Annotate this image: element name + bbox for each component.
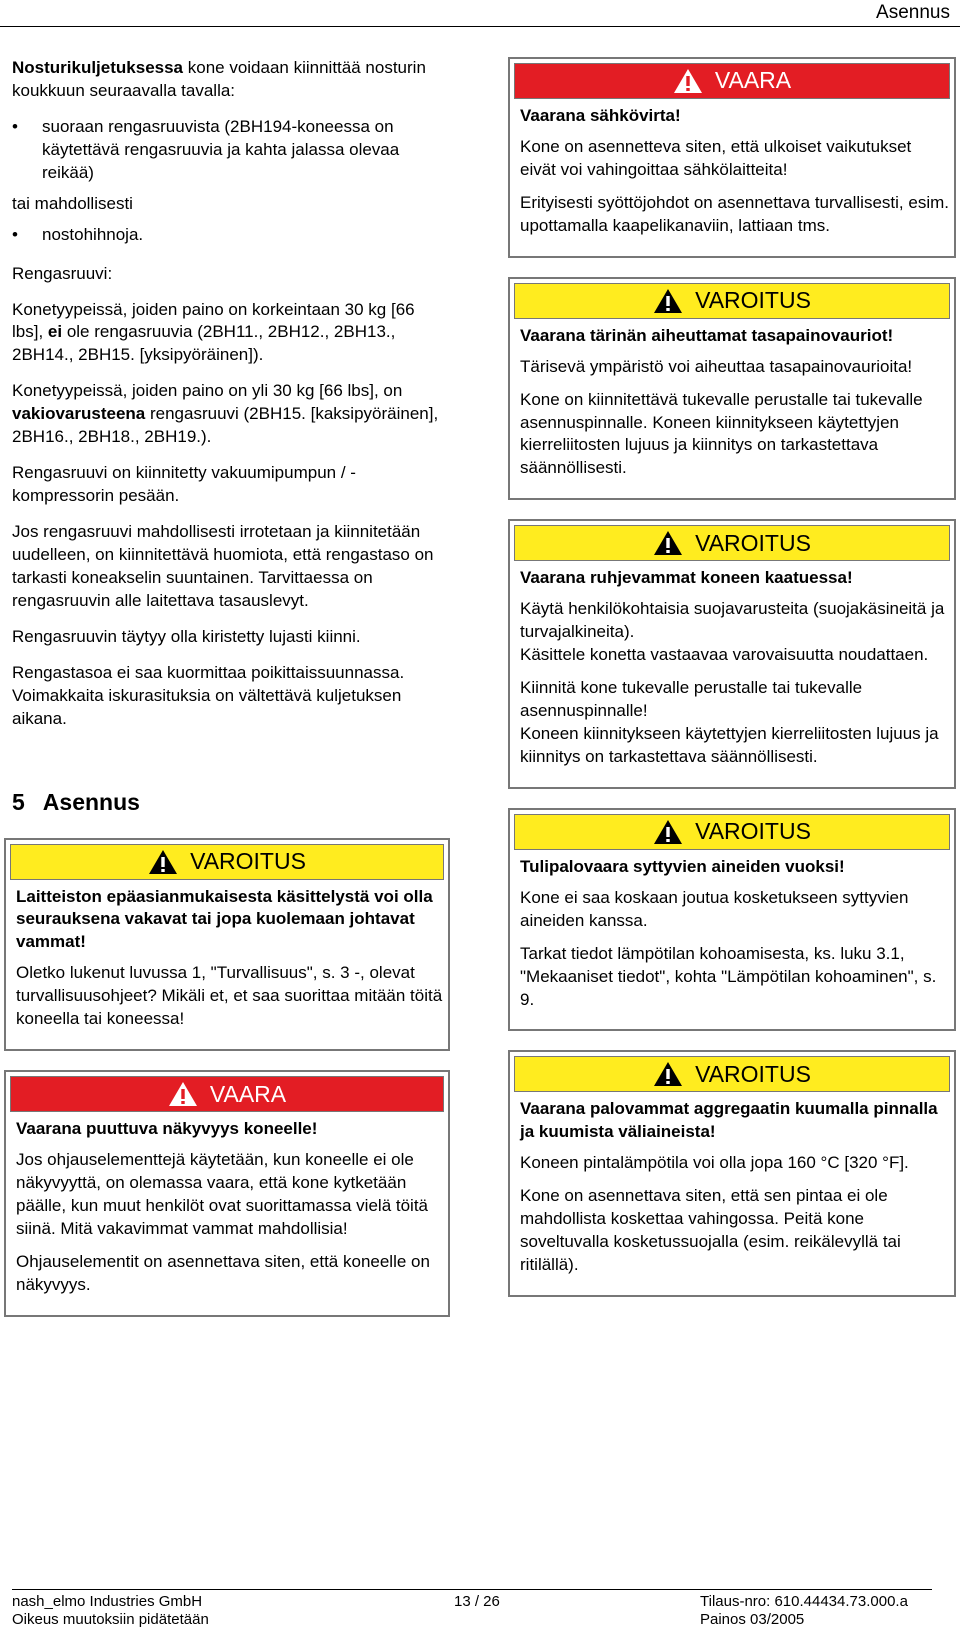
- warning-triangle-icon: [673, 68, 703, 94]
- box-lead: Vaarana puuttuva näkyvyys koneelle!: [16, 1119, 318, 1139]
- text: Kiinnitä kone tukevalle perustalle tai tukevalle asennuspinnalle!: [520, 678, 863, 720]
- box-text: Tarkat tiedot lämpötilan kohoamisesta, ks. luku 3.1, "Mekaaniset tiedot", kohta "Lämpötilan kohoaminen", s. 9.: [520, 943, 937, 1009]
- box-text: Kone on asennettava siten, että sen pintaa ei ole mahdollista koskettaa vahingossa. Peitä kone soveltuvalla kosketussuojalla (esim. reikälevyllä tai ritilällä).: [520, 1186, 901, 1275]
- text: Koneen kiinnitykseen käytettyjen kierreliitosten lujuus ja kiinnitys on tarkastettava säännöllisesti.: [520, 723, 939, 766]
- box-text: Jos ohjauselementtejä käytetään, kun koneelle ei ole näkyvyyttä, on olemassa vaara, että kone kytketään päälle, kun muut henkilöt ovat suorittamassa vielä töitä siinä. Mitä vakavimmat vammat mahdollisia!: [16, 1150, 429, 1238]
- warning-label: VAROITUS: [695, 287, 811, 314]
- paragraph: [12, 380, 450, 449]
- box-lead: Vaarana palovammat aggregaatin kuumalla pinnalla ja kuumista väliaineista!: [520, 1099, 938, 1142]
- warning-box: [508, 808, 956, 1032]
- warning-label: VAROITUS: [695, 1060, 811, 1087]
- page-number: 13 / 26: [454, 1593, 500, 1610]
- box-text: Koneen pintalämpötila voi olla jopa 160 °C [320 °F].: [520, 1153, 909, 1173]
- box-lead: Vaarana sähkövirta!: [520, 106, 681, 125]
- paragraph: Jos rengasruuvi mahdollisesti irrotetaan ja kiinnitetään uudelleen, on kiinnitettävä huomiota, että rengastaso on tarkasti koneakselin suuntainen. Tarvittaessa on rengasruuvin alle laitettava tasauslevyt.: [12, 522, 434, 610]
- box-text: Kone ei saa koskaan joutua kosketukseen syttyvien aineiden kanssa.: [520, 887, 909, 930]
- page-footer: [12, 1589, 932, 1628]
- box-text: [520, 677, 950, 769]
- bold-text: vakiovarusteena: [12, 404, 146, 424]
- warning-bar: [10, 844, 444, 880]
- list-item: [12, 224, 450, 247]
- danger-label: VAARA: [714, 67, 792, 94]
- page-header: [0, 0, 960, 27]
- box-text: Erityisesti syöttöjohdot on asennettava turvallisesti, esim. upottamalla kaapelikanaviin, lattiaan tms.: [520, 192, 949, 235]
- box-text: Kone on kiinnitettävä tukevalle perustalle tai tukevalle asennuspinnalle. Koneen kiinnitykseen käytettyjen kierreliitosten lujuus ja kiinnitys on tarkastettava säännöllisesti.: [520, 389, 923, 478]
- danger-box: [508, 57, 956, 258]
- warning-box: [508, 1050, 956, 1297]
- footer-edition: Painos 03/2005: [700, 1611, 805, 1628]
- footer-right: [700, 1593, 908, 1629]
- warning-triangle-icon: [148, 849, 178, 875]
- text: Konetyypeissä, joiden paino on korkeintaan 30 kg [66 lbs],: [12, 299, 415, 342]
- danger-bar: [10, 1076, 444, 1112]
- bullet-text: nostohihnoja.: [42, 224, 144, 244]
- or-text: tai mahdollisesti: [12, 193, 133, 213]
- warning-triangle-icon: [168, 1081, 198, 1107]
- intro-paragraph: [12, 57, 450, 103]
- intro-text: kone voidaan kiinnittää nosturin koukkuun seuraavalla tavalla:: [12, 58, 426, 100]
- text: Käytä henkilökohtaisia suojavarusteita (suojakäsineitä ja turvajalkineita).: [520, 599, 945, 642]
- footer-order: Tilaus-nro: 610.44434.73.000.a: [700, 1593, 908, 1610]
- box-text: Ohjauselementit on asennettava siten, että koneelle on näkyvyys.: [16, 1251, 430, 1294]
- warning-bar: [514, 525, 950, 561]
- footer-company: nash_elmo Industries GmbH: [12, 1593, 203, 1610]
- box-text: Tärisevä ympäristö voi aiheuttaa tasapainovaurioita!: [520, 356, 913, 376]
- footer-rights: Oikeus muutoksiin pidätetään: [12, 1611, 209, 1628]
- rengasruuvi-heading: Rengasruuvi:: [12, 263, 113, 283]
- right-column: [508, 57, 956, 1316]
- section-number: 5: [12, 788, 25, 815]
- danger-bar: [514, 63, 950, 99]
- box-lead: Laitteiston epäasianmukaisesta käsittelystä voi olla seurauksena vakavat tai jopa kuolemaan johtavat vammat!: [16, 886, 433, 952]
- warning-box: [4, 838, 450, 1052]
- warning-triangle-icon: [653, 819, 683, 845]
- text: Konetyypeissä, joiden paino on yli 30 kg [66 lbs], on: [12, 381, 403, 401]
- bullet-icon: •: [12, 116, 18, 136]
- intro-bold: Nosturikuljetuksessa: [12, 58, 184, 77]
- list-item: [12, 116, 450, 185]
- box-text: [520, 598, 950, 667]
- warning-box: [508, 519, 956, 789]
- warning-bar: [514, 814, 950, 850]
- paragraph: [12, 299, 450, 368]
- bullet-icon: •: [12, 224, 18, 244]
- warning-label: VAROITUS: [190, 848, 306, 875]
- warning-label: VAROITUS: [695, 529, 811, 556]
- bold-text: ei: [47, 322, 63, 342]
- warning-box: [508, 277, 956, 501]
- warning-triangle-icon: [653, 288, 683, 314]
- paragraph: Rengastasoa ei saa kuormittaa poikittaissuunnassa. Voimakkaita iskurasituksia on vältettävä kuljetuksen aikana.: [12, 662, 405, 728]
- header-title: Asennus: [876, 2, 950, 23]
- box-lead: Tulipalovaara syttyvien aineiden vuoksi!: [520, 856, 845, 876]
- warning-bar: [514, 1056, 950, 1092]
- warning-label: VAROITUS: [695, 818, 811, 845]
- text: rengasruuvi (2BH15. [kaksipyöräinen], 2BH16., 2BH18., 2BH19.).: [12, 404, 439, 447]
- footer-left: [12, 1593, 209, 1629]
- section-title: Asennus: [42, 788, 140, 815]
- paragraph: Rengasruuvi on kiinnitetty vakuumipumpun / -kompressorin pesään.: [12, 463, 356, 506]
- warning-bar: [514, 283, 950, 319]
- text: Käsittele konetta vastaavaa varovaisuutta noudattaen.: [520, 645, 929, 665]
- box-lead: Vaarana ruhjevammat koneen kaatuessa!: [520, 568, 853, 588]
- bullet-text: suoraan rengasruuvista (2BH194-koneessa on käytettävä rengasruuvia ja kahta jalassa olevaa reikää): [42, 116, 400, 182]
- box-text: Oletko lukenut luvussa 1, "Turvallisuus", s. 3 -, olevat turvallisuusohjeet? Mikäli et, et saa suorittaa mitään töitä koneella tai koneessa!: [16, 963, 443, 1029]
- text: ole rengasruuvia (2BH11., 2BH12., 2BH13., 2BH14., 2BH15. [yksipyöräinen]).: [12, 322, 396, 365]
- warning-triangle-icon: [653, 1061, 683, 1087]
- box-lead: Vaarana tärinän aiheuttamat tasapainovauriot!: [520, 325, 894, 345]
- warning-triangle-icon: [653, 530, 683, 556]
- left-column: [12, 57, 450, 1336]
- danger-label: VAARA: [209, 1080, 287, 1107]
- danger-box: [4, 1070, 450, 1317]
- section-heading: [12, 787, 450, 818]
- paragraph: Rengasruuvin täytyy olla kiristetty lujasti kiinni.: [12, 626, 361, 646]
- box-text: Kone on asennetteva siten, että ulkoiset vaikutukset eivät voi vahingoittaa sähkölaitteita!: [520, 136, 912, 179]
